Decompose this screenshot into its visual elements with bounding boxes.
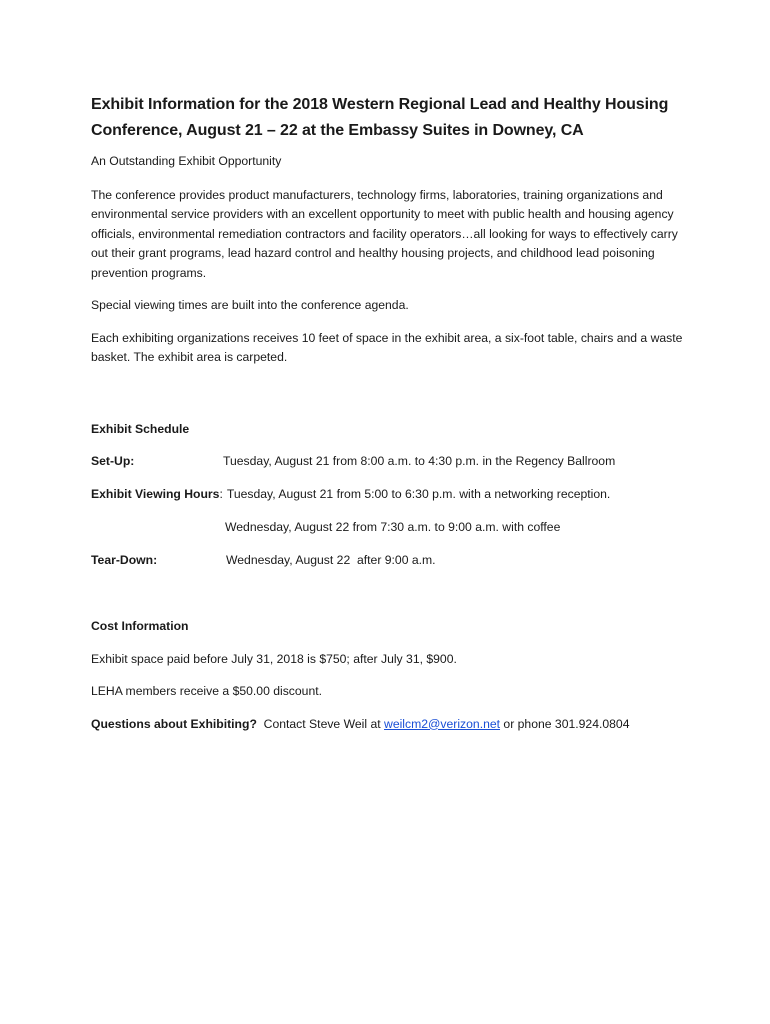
section-spacer — [91, 584, 691, 617]
section-spacer — [91, 381, 691, 420]
teardown-row — [91, 551, 691, 571]
document-title: Exhibit Information for the 2018 Western Regional Lead and Healthy Housing Conference, August 21 – 22 at the Embassy Suites in Downey, CA — [91, 96, 669, 139]
viewing-hours-row-2 — [91, 518, 691, 538]
viewing-hours-value-tuesday: Tuesday, August 21 from 5:00 to 6:30 p.m. with a networking reception. — [226, 487, 611, 501]
viewing-times-paragraph: Special viewing times are built into the conference agenda. — [91, 298, 409, 312]
questions-line — [91, 715, 691, 735]
viewing-hours-value-wednesday: Wednesday, August 22 from 7:30 a.m. to 9:00 a.m. with coffee — [225, 520, 561, 534]
viewing-hours-label: Exhibit Viewing Hours — [91, 487, 220, 501]
exhibit-schedule-heading: Exhibit Schedule — [91, 421, 190, 436]
contact-phone: or phone 301.924.0804 — [500, 716, 630, 731]
setup-value: Tuesday, August 21 from 8:00 a.m. to 4:30 p.m. in the Regency Ballroom — [223, 454, 616, 468]
cost-line-price: Exhibit space paid before July 31, 2018 is $750; after July 31, $900. — [91, 651, 457, 666]
viewing-hours-row — [91, 485, 691, 505]
cost-information-heading: Cost Information — [91, 619, 189, 633]
cost-line-discount: LEHA members receive a $50.00 discount. — [91, 684, 323, 698]
teardown-label: Tear-Down: — [91, 553, 158, 567]
exhibit-space-paragraph: Each exhibiting organizations receives 10 feet of space in the exhibit area, a six-foot table, chairs and a waste basket. The exhibit area is carpeted. — [91, 330, 683, 364]
contact-email-link[interactable]: weilcm2@verizon.net — [384, 716, 501, 731]
viewing-hours-colon: : — [219, 487, 223, 501]
teardown-value: Wednesday, August 22 after 9:00 a.m. — [226, 553, 436, 567]
setup-label: Set-Up: — [91, 454, 135, 468]
document-page — [91, 92, 691, 747]
document-subtitle: An Outstanding Exhibit Opportunity — [91, 154, 282, 168]
setup-row — [91, 452, 691, 472]
questions-label: Questions about Exhibiting? — [91, 716, 257, 731]
contact-prefix: Contact Steve Weil at — [256, 716, 385, 731]
intro-paragraph: The conference provides product manufacturers, technology firms, laboratories, training organizations and environmental service providers with an excellent opportunity to meet with public health and housing agency officials, environmental remediation contractors and facility operators…all looking for ways to effectively carry out their grant programs, lead hazard control and healthy housing projects, and childhood lead poisoning prevention programs. — [91, 187, 678, 280]
